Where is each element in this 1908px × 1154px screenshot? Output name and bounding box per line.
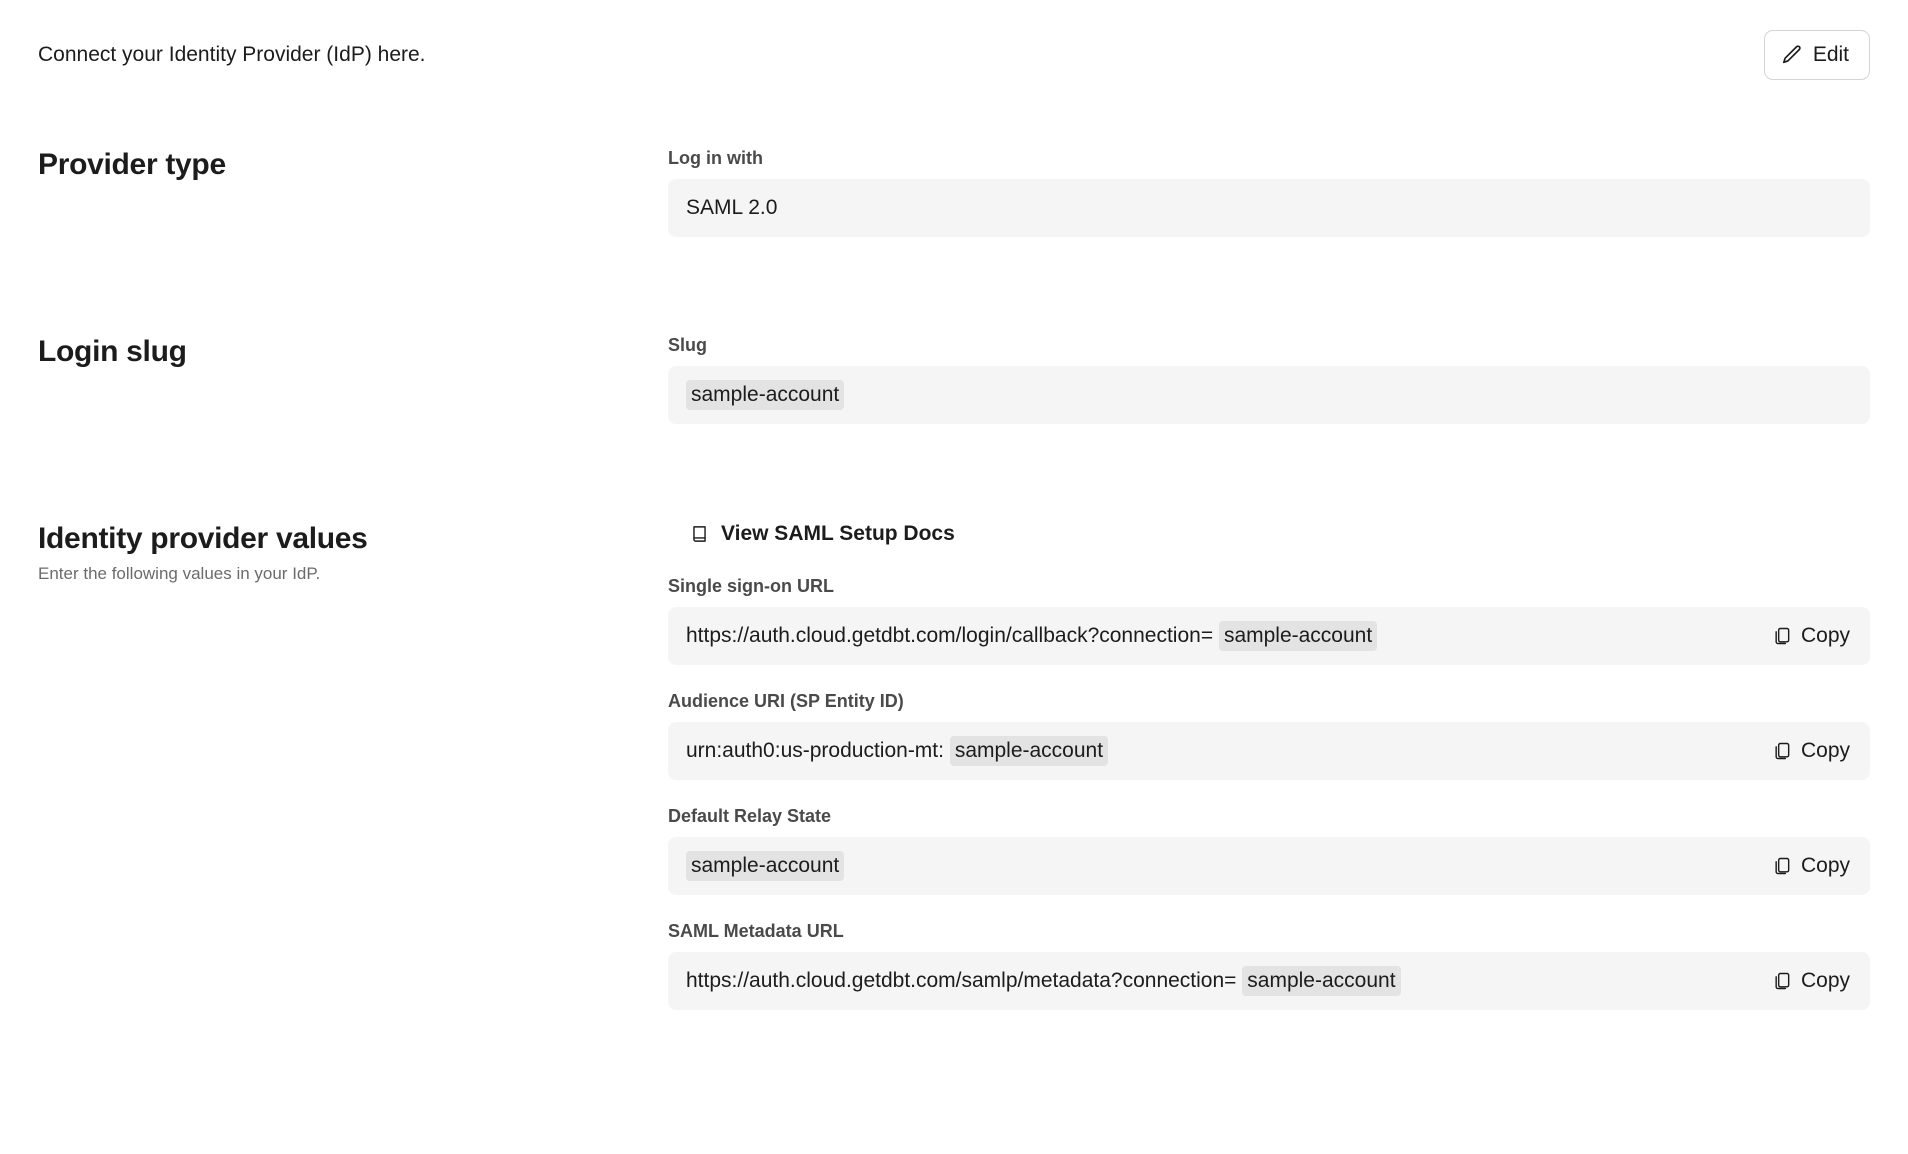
view-saml-setup-docs-label: View SAML Setup Docs — [721, 522, 955, 545]
login-slug-content — [668, 335, 1870, 424]
login-with-value: SAML 2.0 — [686, 196, 778, 219]
idp-heading-col — [38, 522, 668, 584]
field-value-chip: sample-account — [1242, 966, 1400, 996]
field-value-box — [668, 607, 1870, 665]
field-label: Default Relay State — [668, 806, 832, 826]
login-slug-title: Login slug — [38, 335, 187, 368]
copy-button[interactable] — [1766, 735, 1856, 767]
copy-button[interactable] — [1766, 965, 1856, 997]
identity-provider-values-section — [38, 522, 1870, 1010]
field-value-box — [668, 837, 1870, 895]
field-saml-metadata-url — [668, 921, 1870, 1010]
slug-label: Slug — [668, 335, 707, 355]
provider-type-section — [38, 148, 1870, 237]
copy-button-label: Copy — [1800, 624, 1850, 647]
field-value-prefix: urn:auth0:us-production-mt: — [686, 739, 944, 762]
field-value-box — [668, 722, 1870, 780]
copy-icon — [1772, 625, 1792, 647]
field-value — [686, 851, 844, 881]
page-intro-text: Connect your Identity Provider (IdP) here. — [38, 43, 426, 66]
login-slug-section — [38, 335, 1870, 424]
pencil-icon — [1781, 44, 1803, 66]
field-value — [686, 966, 1401, 996]
login-with-label: Log in with — [668, 148, 763, 168]
login-with-value-box — [668, 179, 1870, 237]
idp-title: Identity provider values — [38, 522, 368, 555]
field-label: SAML Metadata URL — [668, 921, 844, 941]
field-value — [686, 621, 1377, 651]
field-value-chip: sample-account — [1219, 621, 1377, 651]
field-label: Single sign-on URL — [668, 576, 834, 596]
field-label: Audience URI (SP Entity ID) — [668, 691, 904, 711]
slug-value-chip: sample-account — [686, 380, 844, 410]
provider-type-title: Provider type — [38, 148, 226, 181]
field-value-chip: sample-account — [686, 851, 844, 881]
field-value-chip: sample-account — [950, 736, 1108, 766]
provider-type-content — [668, 148, 1870, 237]
page-header — [38, 0, 1870, 96]
idp-content — [668, 522, 1870, 1010]
login-slug-heading-col — [38, 335, 668, 369]
idp-subtitle: Enter the following values in your IdP. — [38, 564, 321, 583]
copy-button-label: Copy — [1800, 969, 1850, 992]
copy-icon — [1772, 740, 1792, 762]
field-value-prefix: https://auth.cloud.getdbt.com/samlp/metadata?connection= — [686, 969, 1237, 992]
copy-icon — [1772, 970, 1792, 992]
book-icon — [690, 523, 709, 545]
provider-type-heading-col — [38, 148, 668, 182]
field-single-sign-on-url — [668, 576, 1870, 665]
copy-button[interactable] — [1766, 620, 1856, 652]
copy-button-label: Copy — [1800, 739, 1850, 762]
slug-value-box — [668, 366, 1870, 424]
edit-button-label: Edit — [1812, 43, 1849, 66]
field-value-prefix: https://auth.cloud.getdbt.com/login/callback?connection= — [686, 624, 1214, 647]
field-audience-uri — [668, 691, 1870, 780]
field-value-box — [668, 952, 1870, 1010]
field-value — [686, 736, 1108, 766]
copy-icon — [1772, 855, 1792, 877]
copy-button-label: Copy — [1800, 854, 1850, 877]
edit-button[interactable] — [1764, 30, 1870, 80]
view-saml-setup-docs-link[interactable] — [690, 522, 955, 546]
field-default-relay-state — [668, 806, 1870, 895]
copy-button[interactable] — [1766, 850, 1856, 882]
